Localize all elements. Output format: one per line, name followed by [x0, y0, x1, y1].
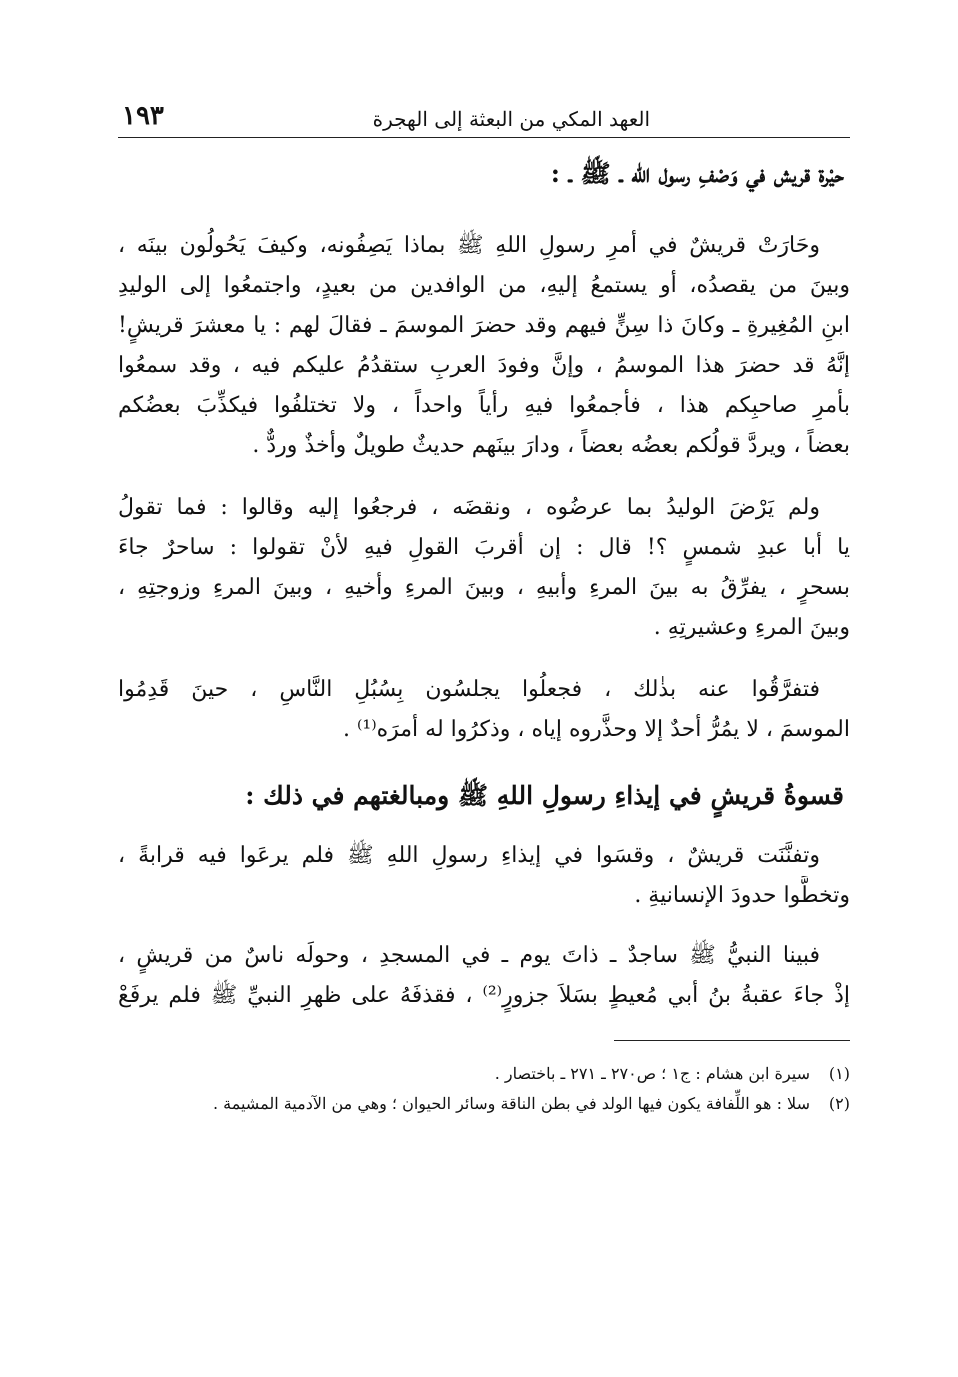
footnote-number: (٢): [828, 1094, 850, 1113]
paragraph: [118, 488, 850, 648]
paragraph: [118, 670, 850, 750]
text-line: الموسمَ ، لا يمُرُّ أحدٌ إلا وحذَّروه إياه ، وذكرُوا له أمرَه⁽¹⁾ .: [342, 717, 850, 742]
page-number: ١٩٣: [122, 101, 164, 131]
text-line: وتخطَّوا حدودَ الإنسانيةِ .: [634, 883, 850, 908]
section-heading-quraysh-confusion: حيْرة قريش في وَصْفِ رسول الله ـ ﷺ ـ :: [550, 159, 844, 188]
text-line: إذْ جاءَ عقبةُ بنُ أبي مُعيطٍ بسَلاَ جزورٍ⁽²⁾ ، فقذفَهُ على ظهرِ النبيِّ ﷺ فلم يرفَعْ: [118, 983, 850, 1008]
text-line: وتفنَّنَت قريشٌ ، وقسَوا في إيذاءِ رسولِ اللهِ ﷺ فلم يرعَوا فيه قرابةً ،: [118, 843, 820, 868]
section-heading-quraysh-cruelty: قسوةُ قريشٍ في إيذاءِ رسولِ اللهِ ﷺ ومبالغتهم في ذلك :: [245, 781, 844, 810]
footnote: [118, 1059, 850, 1089]
text-line: إنَّهُ قد حضرَ هذا الموسمُ ، وإنَّ وفودَ العربِ ستقدُمُ عليكم فيه ، وقد سمعُوا: [118, 353, 850, 378]
text-line: فتفرَّقُوا عنه بذٰلك ، فجعلُوا يجلسُون بِسُبُلِ النَّاسِ ، حينَ قَدِمُوا: [118, 677, 820, 702]
page-header: [118, 92, 850, 138]
footnote-text: سيرة ابن هشام : ج١ ؛ ص٢٧٠ ـ ٢٧١ ـ باختصار .: [494, 1064, 810, 1083]
text-line: فبينا النبيُّ ﷺ ساجدٌ ـ ذاتَ يوم ـ في المسجدِ ، وحولَه ناسٌ من قريشٍ ،: [118, 943, 820, 968]
text-line: بأمرِ صاحبِكم هذا ، فأجمعُوا فيهِ رأياً واحداً ، ولا تختلفُوا فيكذِّبَ بعضُكم: [118, 393, 850, 418]
footnote-text: سلا : هو اللِّفافة يكون فيها الولد في بطن الناقة وسائر الحيوان ؛ وهي من الآدمية المشيمة .: [212, 1094, 810, 1113]
footnote: [118, 1089, 850, 1119]
text-line: ابنِ المُغِيرةِ ـ وكانَ ذا سِنٍّ فيهم وقد حضرَ الموسمَ ـ فقالَ لهم : يا معشرَ قريشٍ!: [118, 313, 850, 338]
footnotes: [118, 1059, 850, 1119]
text-line: وحَارَتْ قريشٌ في أمرِ رسولِ اللهِ ﷺ بماذا يَصِفُونه، وكيفَ يَحُولُون بينَه ،: [118, 233, 820, 258]
text-line: وبينَ من يقصدُه، أو يستمعُ إليهِ، من الوافدين من بعيدٍ، واجتمعُوا إلى الوليدِ: [118, 273, 850, 298]
footnote-number: (١): [828, 1064, 850, 1083]
text-line: يا أبا عبدِ شمسٍ ؟! قال : إن أقربَ القولِ فيهِ لأنْ تقولوا : ساحرٌ جاءَ: [118, 535, 850, 560]
paragraph: [118, 836, 850, 916]
running-title: العهد المكي من البعثة إلى الهجرة: [372, 107, 650, 131]
text-line: ولم يَرْضَ الوليدُ بما عرضُوه ، ونقضَه ، فرجعُوا إليه وقالوا : فما تقولُ: [118, 495, 820, 520]
paragraph: [118, 936, 850, 1016]
footnote-separator: [614, 1040, 850, 1041]
text-line: بعضاً ، ويردَّ قولُكم بعضُه بعضاً ، ودارَ بينَهم حديثٌ طويلٌ وأخذٌ وردٌّ .: [252, 433, 850, 458]
paragraph: [118, 226, 850, 466]
text-line: وبينَ المرءِ وعشيرتِهِ .: [653, 615, 850, 640]
text-line: بسحرٍ ، يفرِّقُ به بينَ المرءِ وأبيهِ ، وبينَ المرءِ وأخيهِ ، وبينَ المرءِ وزوجتِهِ ،: [118, 575, 850, 600]
